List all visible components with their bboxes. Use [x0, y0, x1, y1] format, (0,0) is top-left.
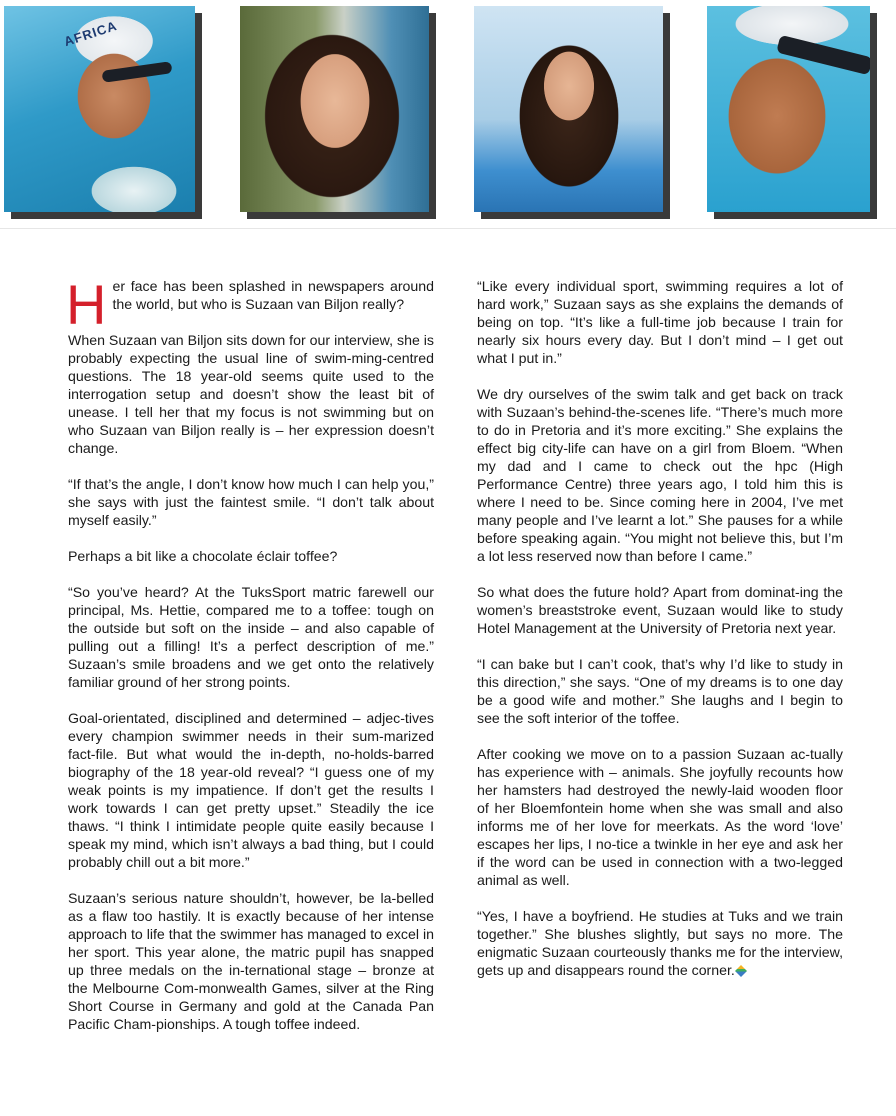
- photo-swimming: [4, 6, 195, 212]
- article-column-right: [477, 277, 843, 997]
- intro-text: er face has been splashed in newspapers around the world, but who is Suzaan van Biljon really?: [112, 278, 434, 312]
- paragraph: “I can bake but I can’t cook, that’s why I’d like to study in this direction,” she says. “One of my dreams is to one day be a good wife and mother.” She laughs and I begin to see the soft interior of the toffee.: [477, 656, 843, 726]
- intro-paragraph: [66, 273, 434, 336]
- cap-lettering: AFRICA: [62, 17, 120, 50]
- photo-portrait-pool: [240, 6, 429, 212]
- paragraph: So what does the future hold? Apart from dominat-ing the women’s breaststroke event, Suzaan would like to study Hotel Management at the University of Pretoria next year.: [477, 584, 843, 636]
- paragraph: We dry ourselves of the swim talk and get back on track with Suzaan’s behind-the-scenes life. “There’s much more to do in Pretoria and it’s more exciting.” She explains the effect big city-life can have on a girl from Bloem. “When my dad and I came to check out the hpc (High Performance Centre) three years ago, I told him this is where I need to be. Since coming here in 2004, I’ve met many people and I’ve learnt a lot.” She pauses for a while before speaking again. “You might not believe this, but I’m a lot less reserved now than before I came.”: [477, 386, 843, 564]
- photo-strip: [0, 0, 896, 229]
- photo-portrait-outdoors: [474, 6, 663, 212]
- goggles: [776, 35, 870, 75]
- closing-text: “Yes, I have a boyfriend. He studies at Tuks and we train together.” She blushes slightly, but says no more. The enigmatic Suzaan courteously thanks me for the interview, gets up and disappears round the corner.: [477, 908, 843, 978]
- paragraph: “So you’ve heard? At the TuksSport matric farewell our principal, Ms. Hettie, compared me to a toffee: tough on the outside but soft on the inside – and also capable of pulling out a filling! It’s a perfect description of me.” Suzaan’s smile broadens and we get onto the relatively familiar ground of her strong points.: [68, 584, 434, 690]
- paragraph: After cooking we move on to a passion Suzaan ac-tually has experience with – animals. She joyfully recounts how her hamsters had destroyed the newly-laid wooden floor of her Bloemfontein home when she was small and also informs me of her love for meerkats. As the word ‘love’ escapes her lips, I no-tice a twinkle in her eye and ask her if the word can be used in connection with a two-legged animal as well.: [477, 746, 843, 888]
- paragraph: Goal-orientated, disciplined and determined – adjec-tives every champion swimmer needs in their sum-marized fact-file. But what would the in-depth, no-holds-barred biography of the 18 year-old reveal? “I guess one of my weak points is my impatience. If don’t get the results I work towards I can get pretty upset.” Steadily the ice thaws. “I think I intimidate people quite easily because I speak my mind, which isn’t always a bad thing, but I could probably chill out a bit more.”: [68, 710, 434, 870]
- paragraph: When Suzaan van Biljon sits down for our interview, she is probably expecting the usual line of swim-ming-centred questions. The 18 year-old seems quite used to the interrogation setup and doesn’t show the least bit of unease. I tell her that my focus is not swimming but on who Suzaan van Biljon really is – her expression doesn’t change.: [68, 332, 434, 456]
- paragraph: Suzaan’s serious nature shouldn’t, however, be la-belled as a flaw too hastily. It is exactly because of her intense approach to life that the swimmer has managed to excel in her sport. This year alone, the matric pupil has snapped up three medals on the in-ternational stage – bronze at the Melbourne Com-monwealth Games, silver at the Ring Short Course in Germany and gold at the Canada Pan Pacific Cham-pionships. A tough toffee indeed.: [68, 890, 434, 1032]
- paragraph: Perhaps a bit like a chocolate éclair toffee?: [68, 548, 338, 564]
- drop-cap: H: [66, 273, 107, 336]
- closing-paragraph: [477, 907, 843, 979]
- paragraph: “Like every individual sport, swimming requires a lot of hard work,” Suzaan says as she explains the demands of being on top. “It’s like a full-time job because I train for nearly six hours every day. But I don’t mind – I get out what I put in.”: [477, 278, 843, 366]
- article-column-left: [66, 273, 434, 1051]
- paragraph: “If that’s the angle, I don’t know how much I can help you,” she says with just the faintest smile. “I don’t talk about myself easily.”: [68, 476, 434, 528]
- photo-goggles-closeup: [707, 6, 870, 212]
- goggles: [102, 61, 173, 83]
- end-mark-icon: [735, 965, 747, 977]
